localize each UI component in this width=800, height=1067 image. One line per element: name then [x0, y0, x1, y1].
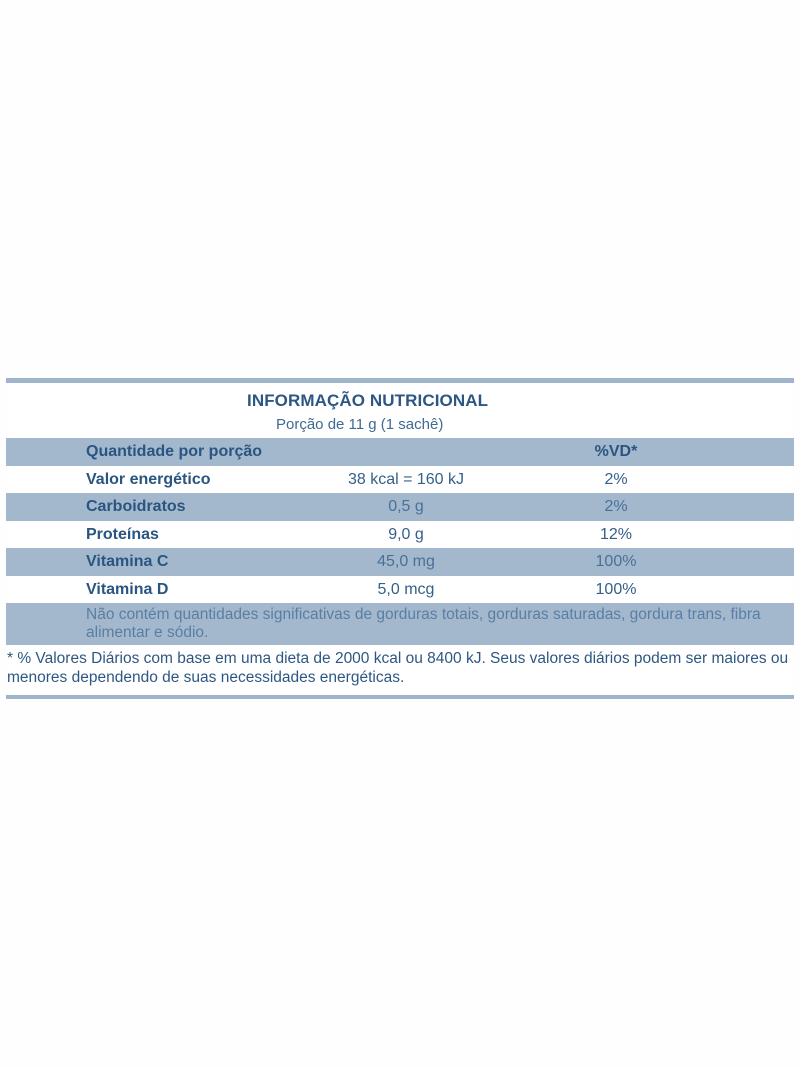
serving-size: Porção de 11 g (1 sachê) — [276, 416, 444, 433]
column-header-quantity: Quantidade por porção — [86, 443, 263, 460]
nutrient-vd: 100% — [595, 553, 637, 570]
nutrient-name: Vitamina C — [86, 553, 169, 570]
nutrient-amount: 5,0 mcg — [377, 580, 435, 598]
insignificant-amounts-note — [6, 603, 794, 645]
nutrient-row-vitamin-c — [6, 548, 794, 576]
nutrient-amount: 38 kcal = 160 kJ — [347, 470, 465, 488]
nutrient-name: Valor energético — [86, 470, 211, 488]
nutrient-row-energy — [6, 466, 794, 494]
label-header — [6, 383, 794, 438]
note-text: Não contém quantidades significativas de gorduras totais, gorduras saturadas, gordura trans, fibra alimentar e sódio. — [86, 606, 761, 641]
column-header-row — [6, 438, 794, 466]
bottom-rule — [6, 695, 794, 699]
nutrient-amount: 45,0 mg — [377, 553, 435, 570]
daily-values-footnote — [6, 645, 794, 695]
nutrient-amount: 9,0 g — [388, 525, 424, 543]
label-title: INFORMAÇÃO NUTRICIONAL — [247, 391, 489, 410]
nutrient-vd: 2% — [604, 470, 628, 488]
nutrient-amount: 0,5 g — [388, 498, 424, 515]
nutrient-vd: 2% — [604, 498, 628, 515]
footnote-text: * % Valores Diários com base em uma dieta de 2000 kcal ou 8400 kJ. Seus valores diários podem ser maiores ou menores dependendo de suas necessidades energéticas. — [7, 650, 789, 686]
nutrient-vd: 100% — [595, 580, 637, 598]
nutrient-vd: 12% — [599, 525, 633, 543]
nutrient-name: Carboidratos — [86, 498, 186, 515]
nutrient-row-vitamin-d — [6, 576, 794, 604]
column-header-vd: %VD* — [594, 443, 638, 460]
nutrient-row-protein — [6, 521, 794, 549]
nutrient-name: Vitamina D — [86, 580, 169, 598]
nutrient-row-carbs — [6, 493, 794, 521]
nutrient-name: Proteínas — [86, 525, 159, 543]
nutrition-facts-panel — [6, 378, 794, 699]
